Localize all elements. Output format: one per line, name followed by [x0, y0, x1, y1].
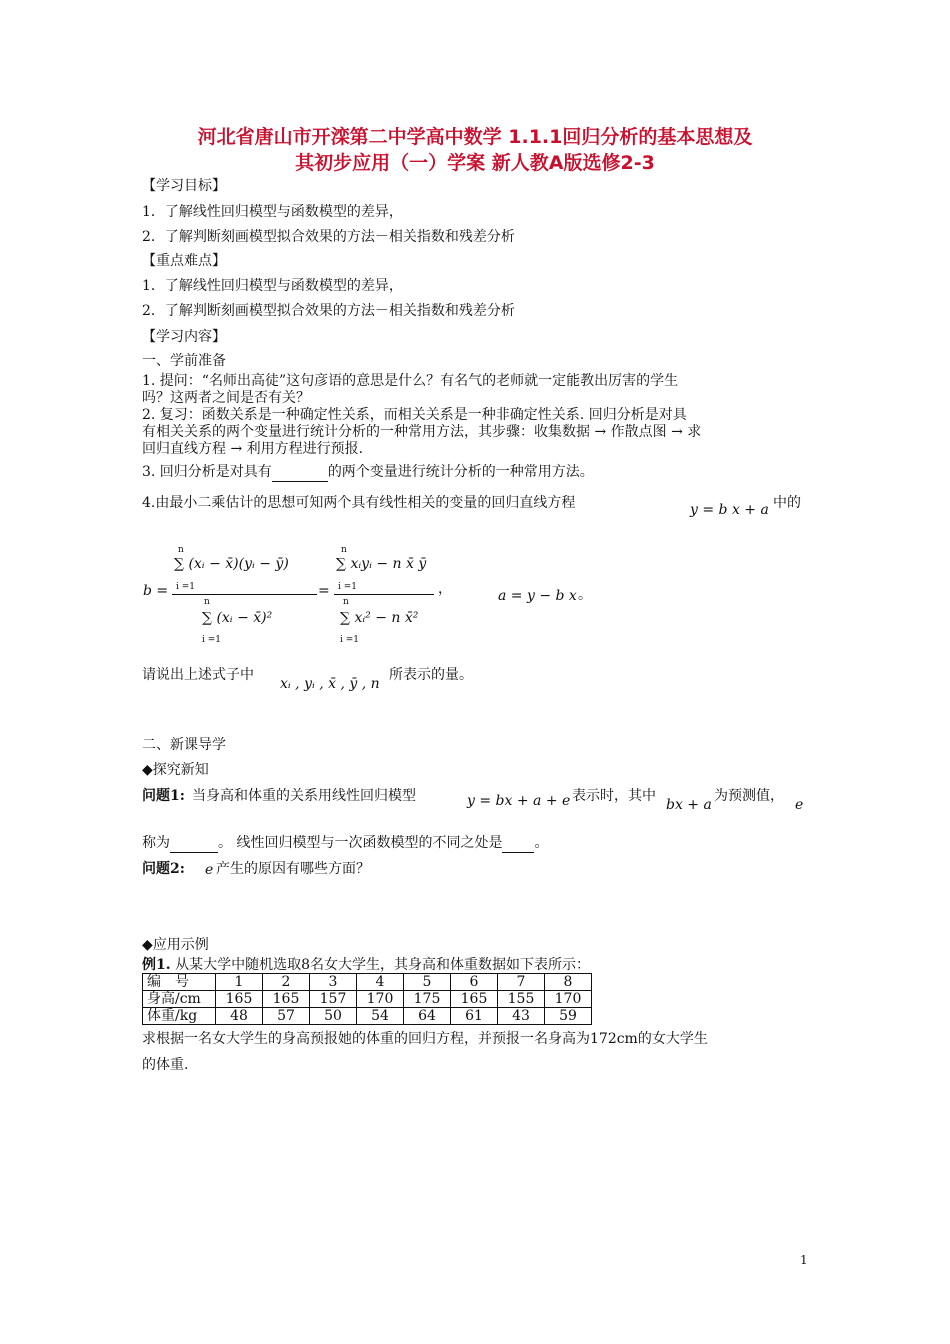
table-cell: 157	[310, 991, 357, 1008]
fraction-bar-1	[172, 594, 317, 595]
residual-name-blank[interactable]	[170, 834, 218, 853]
row-header-weight: 体重/kg	[143, 1008, 216, 1025]
problem1-model: y = bx + a + e	[467, 793, 571, 809]
question2-line3: 回归直线方程 → 利用方程进行预报.	[142, 441, 364, 457]
table-cell: 64	[404, 1008, 451, 1025]
fraction-bar-2	[334, 594, 434, 595]
question3-blank[interactable]	[272, 463, 328, 482]
problem1-line2	[142, 834, 548, 853]
question3-post: 的两个变量进行统计分析的一种常用方法。	[327, 464, 594, 480]
goals-heading: 【学习目标】	[142, 178, 226, 194]
problem1-line2-mid: 。 线性回归模型与一次函数模型的不同之处是	[218, 835, 503, 851]
table-cell: 165	[216, 991, 263, 1008]
table-cell: 7	[498, 974, 545, 991]
variables-question-post: 所表示的量。	[389, 667, 473, 683]
table-cell: 4	[357, 974, 404, 991]
sum-top-2: n	[204, 597, 210, 607]
table-cell: 5	[404, 974, 451, 991]
variables-question-pre: 请说出上述式子中	[142, 667, 254, 683]
problem2-text: 产生的原因有哪些方面？	[216, 861, 370, 877]
table-cell: 61	[451, 1008, 498, 1025]
table-cell: 170	[545, 991, 592, 1008]
sum-top-1: n	[178, 545, 184, 555]
row-header-height: 身高/cm	[143, 991, 216, 1008]
denominator-2: ∑ xᵢ² − n x̄²	[340, 610, 419, 626]
formula-comma: ，	[438, 581, 452, 597]
table-cell: 155	[498, 991, 545, 1008]
goals-item-1: 1．了解线性回归模型与函数模型的差异，	[142, 204, 403, 220]
question4-suffix: 中的	[773, 495, 801, 511]
problem1-label: 问题1:	[142, 788, 185, 804]
table-cell: 170	[357, 991, 404, 1008]
problem2-label: 问题2:	[142, 861, 185, 877]
content-heading: 【学习内容】	[142, 329, 226, 345]
goals-item-2: 2．了解判断刻画模型拟合效果的方法－相关指数和残差分析	[142, 229, 515, 245]
problem1-text3: 为预测值，	[714, 788, 784, 804]
keypoints-item-2: 2．了解判断刻画模型拟合效果的方法－相关指数和残差分析	[142, 303, 515, 319]
sum-bottom-1: i =1	[176, 582, 196, 592]
problem1-e: e	[795, 797, 804, 813]
example1-task-line2: 的体重.	[142, 1057, 189, 1073]
table-cell: 8	[545, 974, 592, 991]
table-cell: 57	[263, 1008, 310, 1025]
table-row	[143, 1008, 592, 1025]
example1-task-line1: 求根据一名女大学生的身高预报她的体重的回归方程，并预报一名身高为172cm的女大学生	[142, 1031, 708, 1047]
table-cell: 165	[451, 991, 498, 1008]
table-cell: 43	[498, 1008, 545, 1025]
a-formula-end: 。	[578, 587, 592, 603]
problem1-prediction: bx + a	[666, 797, 712, 813]
sum-bottom-2: i =1	[202, 635, 222, 645]
problem2-e: e	[205, 862, 214, 878]
problem1-text1: 当身高和体重的关系用线性回归模型	[192, 788, 416, 804]
table-cell: 54	[357, 1008, 404, 1025]
question2-line1: 2. 复习：函数关系是一种确定性关系，而相关关系是一种非确定性关系. 回归分析是对具	[142, 407, 687, 423]
numerator-1: ∑ (xᵢ − x̄)(yᵢ − ȳ)	[174, 556, 289, 572]
question3-pre: 3. 回归分析是对具有	[142, 464, 272, 480]
a-formula: a = y − b x	[498, 588, 577, 604]
question1-line2: 吗？这两者之间是否有关？	[142, 390, 310, 406]
equals-sign: =	[318, 583, 330, 599]
sum-bottom-3: i =1	[338, 582, 358, 592]
difference-blank[interactable]	[502, 834, 534, 853]
section2-heading: 二、新课导学	[142, 737, 226, 753]
explore-heading: ◆探究新知	[142, 762, 209, 778]
variables-list: xᵢ , yᵢ , x̄ , ȳ , n	[280, 676, 380, 692]
example1-label: 例1.	[142, 957, 171, 973]
section1-heading: 一、学前准备	[142, 353, 226, 369]
table-cell: 175	[404, 991, 451, 1008]
table-cell: 59	[545, 1008, 592, 1025]
problem1-text2: 表示时，其中	[572, 788, 656, 804]
table-cell: 2	[263, 974, 310, 991]
keypoints-item-1: 1．了解线性回归模型与函数模型的差异，	[142, 278, 403, 294]
numerator-2: ∑ xᵢyᵢ − n x̄ ȳ	[336, 556, 427, 572]
example-heading: ◆应用示例	[142, 937, 209, 953]
keypoints-heading: 【重点难点】	[142, 253, 226, 269]
height-weight-table	[142, 973, 592, 1025]
doc-title-line2: 其初步应用（一）学案 新人教A版选修2-3	[295, 152, 655, 174]
table-cell: 165	[263, 991, 310, 1008]
sum-top-4: n	[343, 597, 349, 607]
table-row	[143, 991, 592, 1008]
question1-line1: 1. 提问：“名师出高徒”这句彦语的意思是什么？有名气的老师就一定能教出厉害的学生	[142, 373, 679, 389]
row-header-id: 编 号	[143, 974, 216, 991]
example1-intro	[142, 956, 590, 974]
question3	[142, 463, 594, 482]
problem1-line2-pre: 称为	[142, 835, 170, 851]
question4-text: 4.由最小二乘估计的思想可知两个具有线性相关的变量的回归直线方程	[142, 495, 576, 511]
table-cell: 1	[216, 974, 263, 991]
b-lhs: b =	[143, 583, 169, 599]
denominator-1: ∑ (xᵢ − x̄)²	[202, 610, 273, 626]
table-row	[143, 974, 592, 991]
problem1-line2-end: 。	[534, 835, 549, 851]
table-cell: 6	[451, 974, 498, 991]
table-cell: 48	[216, 1008, 263, 1025]
sum-top-3: n	[341, 545, 347, 555]
page-number: 1	[800, 1253, 808, 1267]
regression-equation: y = b x + a	[690, 502, 769, 518]
example1-text: 从某大学中随机选取8名女大学生，其身高和体重数据如下表所示：	[175, 957, 590, 973]
sum-bottom-4: i =1	[340, 635, 360, 645]
doc-title-line1: 河北省唐山市开滦第二中学高中数学 1.1.1回归分析的基本思想及	[197, 126, 753, 148]
question2-line2: 有相关关系的两个变量进行统计分析的一种常用方法，其步骤：收集数据 → 作散点图 → 求	[142, 424, 702, 440]
table-cell: 50	[310, 1008, 357, 1025]
table-cell: 3	[310, 974, 357, 991]
